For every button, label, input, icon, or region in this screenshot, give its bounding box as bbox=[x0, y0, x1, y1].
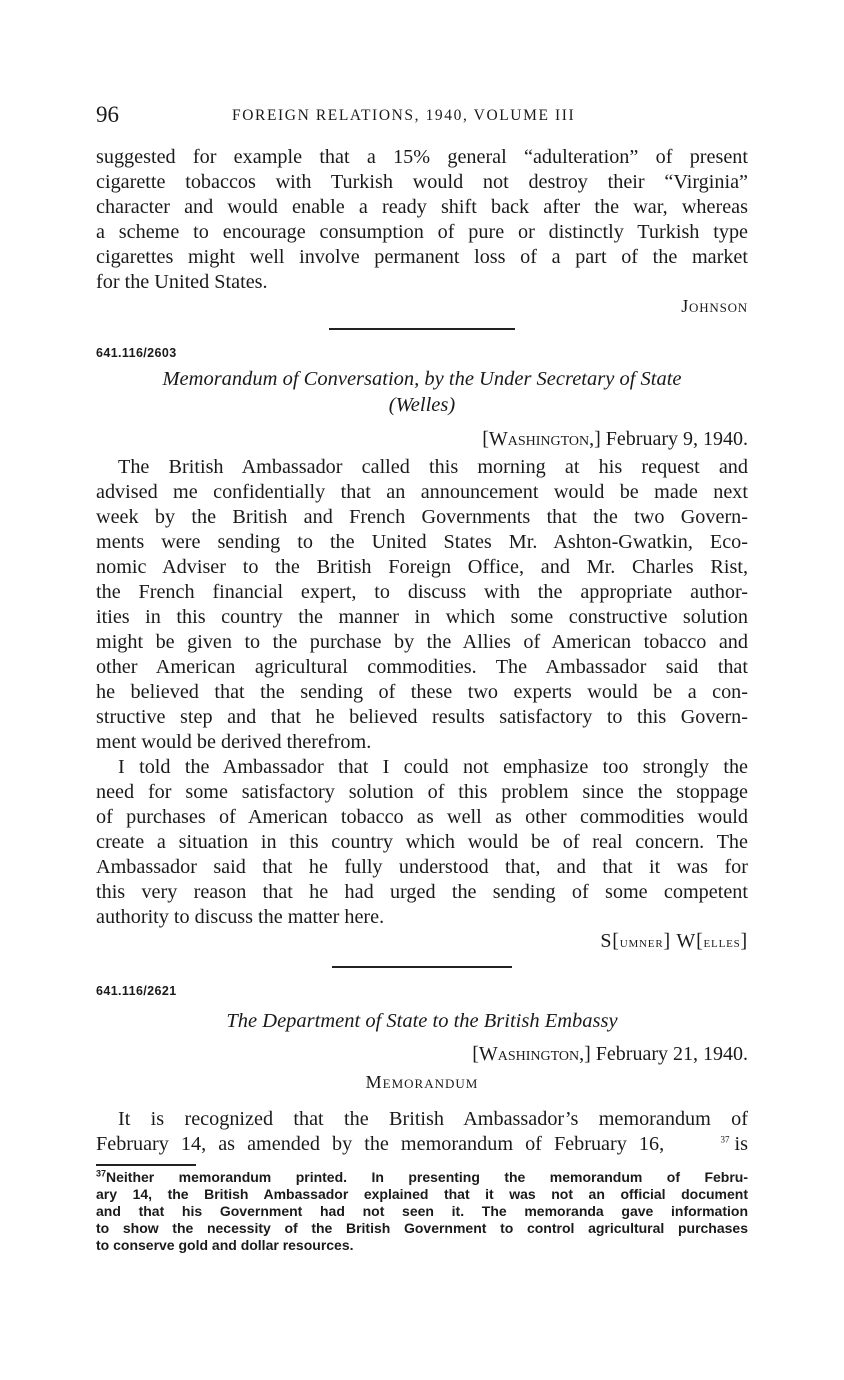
footnote-divider bbox=[96, 1164, 196, 1166]
dateline: [Washington,] February 21, 1940. bbox=[472, 1043, 748, 1065]
text-line: a scheme to encourage consumption of pure or distinctly Turkish type bbox=[96, 221, 748, 243]
section-divider bbox=[332, 966, 512, 968]
signature-welles: S[umner] W[elles] bbox=[600, 930, 748, 952]
footnote-marker: 37 bbox=[96, 1168, 107, 1179]
footnote-reference: 37 bbox=[720, 1134, 730, 1145]
text-line: suggested for example that a 15% general “adulteration” of present bbox=[96, 146, 748, 168]
document-title: The Department of State to the British Embassy bbox=[226, 1010, 618, 1032]
memo-paragraph-1: The British Ambassador called this morning at his request and advised me confidentially that an announcement would be made next week by the British and French Governments that the two Govern- ments were sending to the United States Mr. Ashton-Gwatkin, Eco- nomic Adviser to the British Foreign Office, and Mr. Charles Rist, the French financial expert, to discuss with the appropriate author- ities in this country the manner in which some constructive solution might be given to the purchase by the Allies of American tobacco and other American agricultural commodities. The Ambassador said that he believed that the sending of these two experts would be a con- structive step and that he believed results satisfactory to this Govern- ment would be derived therefrom. bbox=[96, 456, 748, 753]
running-header bbox=[96, 100, 748, 132]
section-divider bbox=[329, 328, 515, 330]
memo-paragraph: It is recognized that the British Ambassador’s memorandum of February 14, as amended by the memorandum of February 16, $^{37}$ is bbox=[96, 1108, 748, 1155]
carryover-paragraph bbox=[96, 145, 748, 295]
memo-paragraph-2: I told the Ambassador that I could not emphasize too strongly the need for some satisfactory solution of this problem since the stoppage of purchases of American tobacco as well as other commodities would create a situation in this country which would be of real concern. The Ambassador said that he fully understood that, and that it was for this very reason that he had urged the sending of some competent authority to discuss the matter here. bbox=[96, 756, 748, 928]
text-line: character and would enable a ready shift back after the war, whereas bbox=[96, 196, 748, 218]
text-line: cigarettes might well involve permanent loss of a part of the market bbox=[96, 246, 748, 268]
signature-johnson: Johnson bbox=[681, 296, 748, 316]
document-title: Memorandum of Conversation, by the Under Secretary of State (Welles) bbox=[162, 368, 682, 416]
page-number: 96 bbox=[96, 102, 119, 127]
dateline: [Washington,] February 9, 1940. bbox=[482, 428, 748, 450]
footnote: $^{37}$Neither memorandum printed. In presenting the memorandum of Febru- ary 14, the British Ambassador explained that it was not an official document and that his Government had not seen it. The memoranda gave information to show the necessity of the British Government to control agricultural purchases to conserve gold and dollar resources. bbox=[96, 1168, 748, 1253]
document-page bbox=[96, 100, 748, 1254]
text-line: cigarette tobaccos with Turkish would not destroy their “Virginia” bbox=[96, 171, 748, 193]
memorandum-heading: Memorandum bbox=[365, 1072, 479, 1092]
text-line: for the United States. bbox=[96, 271, 268, 293]
file-number: 641.116/2603 bbox=[96, 346, 177, 360]
running-title: FOREIGN RELATIONS, 1940, VOLUME III bbox=[232, 107, 576, 124]
file-number: 641.116/2621 bbox=[96, 984, 177, 998]
